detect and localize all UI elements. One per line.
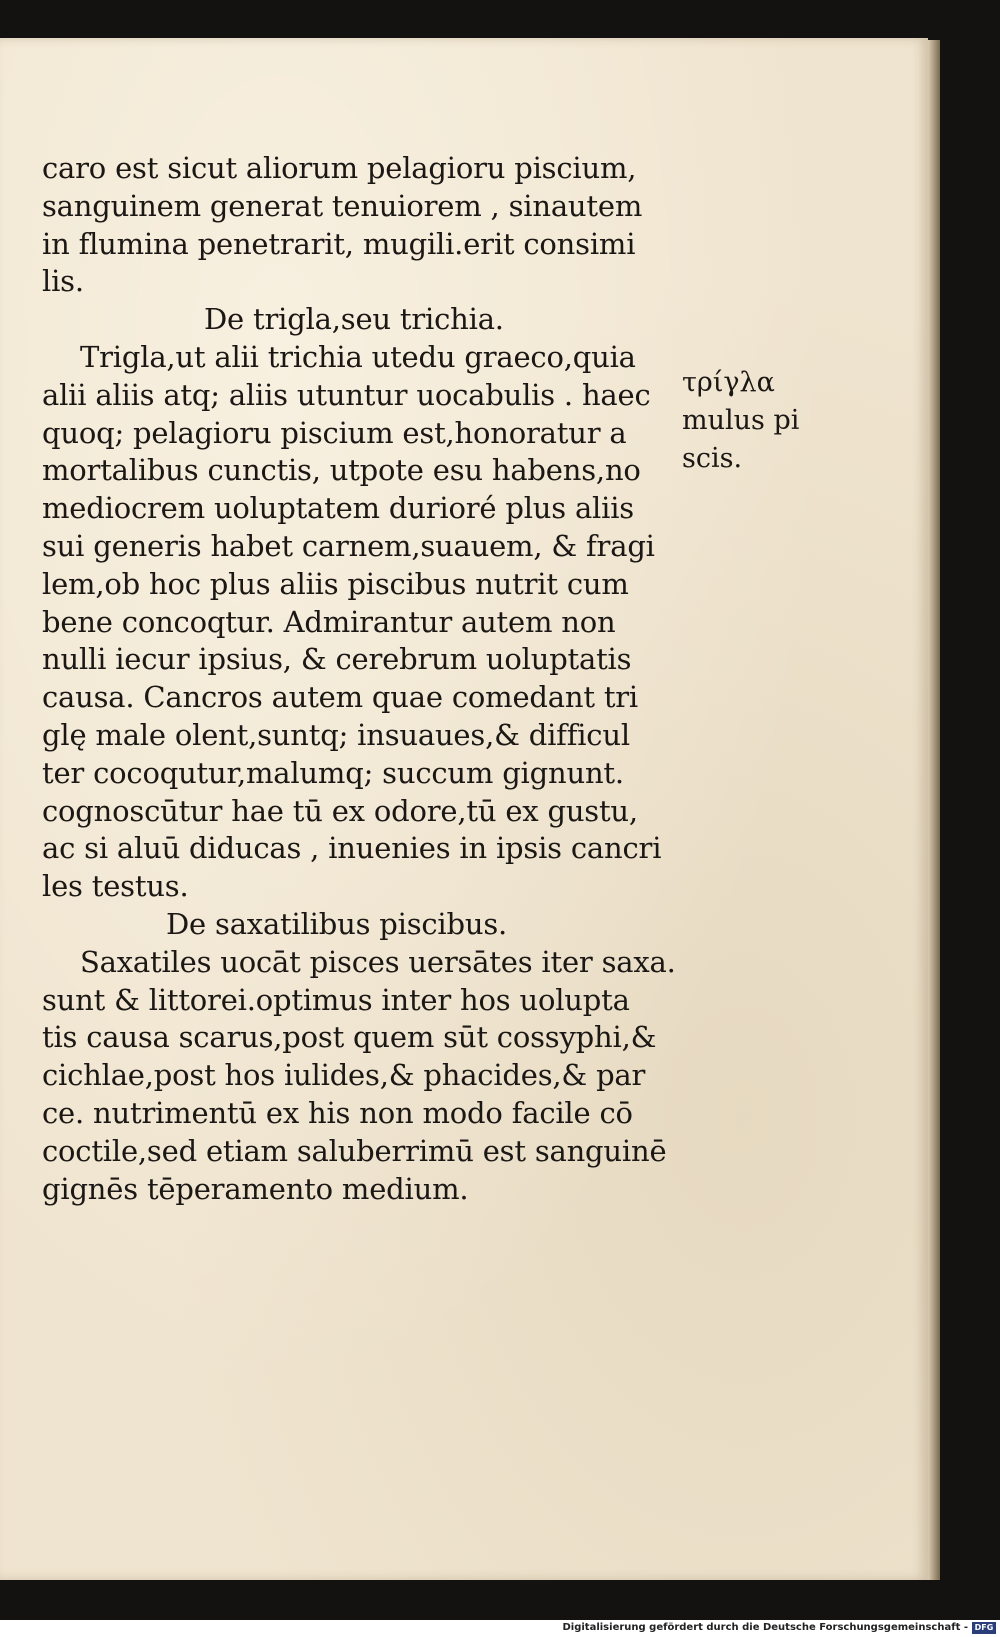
main-text-block: [42, 150, 682, 1208]
text-line: nulli iecur ipsius, & cerebrum uoluptatis: [42, 642, 632, 677]
marginal-note: [682, 364, 832, 477]
text-line: tis causa scarus,post quem sūt cossyphi,&: [42, 1020, 657, 1055]
text-line: Saxatiles uocāt pisces uersātes iter saxa.: [80, 944, 676, 979]
dfg-logo-icon: DFG: [972, 1622, 996, 1634]
marginal-note-line: mulus pi: [682, 404, 800, 436]
text-line: sanguinem generat tenuiorem , sinautem: [42, 188, 643, 223]
digitization-footer: [0, 1620, 1000, 1637]
text-line: ter cocoqutur,malumq; succum gignunt.: [42, 755, 624, 790]
text-line: quoq; pelagioru piscium est,honoratur a: [42, 415, 627, 450]
text-line: bene concoqtur. Admirantur autem non: [42, 604, 616, 639]
text-line: mortalibus cunctis, utpote esu habens,no: [42, 453, 641, 488]
text-line: caro est sicut aliorum pelagioru piscium,: [42, 151, 637, 185]
text-line: cognoscūtur hae tū ex odore,tū ex gustu,: [42, 793, 638, 828]
text-line: sui generis habet carnem,suauem, & fragi: [42, 528, 655, 563]
text-line: sunt & littorei.optimus inter hos uolupta: [42, 982, 630, 1017]
text-line: in flumina penetrarit, mugili.erit consimi: [42, 226, 636, 261]
text-line: gignēs tēperamento medium.: [42, 1171, 469, 1206]
text-line: glę male olent,suntq; insuaues,& difficul: [42, 717, 630, 752]
section-heading-saxatilibus: De saxatilibus piscibus.: [166, 906, 508, 941]
text-line: ac si aluū diducas , inuenies in ipsis cancri: [42, 831, 662, 866]
text-line: lis.: [42, 264, 84, 299]
text-line: cichlae,post hos iulides,& phacides,& par: [42, 1058, 646, 1093]
text-line: mediocrem uoluptatem durioré plus aliis: [42, 491, 634, 526]
text-line: Trigla,ut alii trichia utedu graeco,quia: [80, 339, 636, 374]
text-line: alii aliis atq; aliis utuntur uocabulis . haec: [42, 377, 651, 412]
text-line: ce. nutrimentū ex his non modo facile cō: [42, 1095, 633, 1130]
footer-credit-text: Digitalisierung gefördert durch die Deutsche Forschungsgemeinschaft -: [562, 1622, 968, 1633]
section-heading-trigla: De trigla,seu trichia.: [204, 302, 504, 337]
page-edge: [928, 40, 940, 1580]
text-line: les testus.: [42, 869, 189, 904]
text-line: coctile,sed etiam saluberrimū est sanguinē: [42, 1133, 667, 1168]
marginal-note-line: scis.: [682, 442, 743, 474]
text-line: lem,ob hoc plus aliis piscibus nutrit cum: [42, 566, 629, 601]
text-line: causa. Cancros autem quae comedant tri: [42, 680, 639, 715]
marginal-note-greek: τρίγλα: [682, 367, 775, 398]
